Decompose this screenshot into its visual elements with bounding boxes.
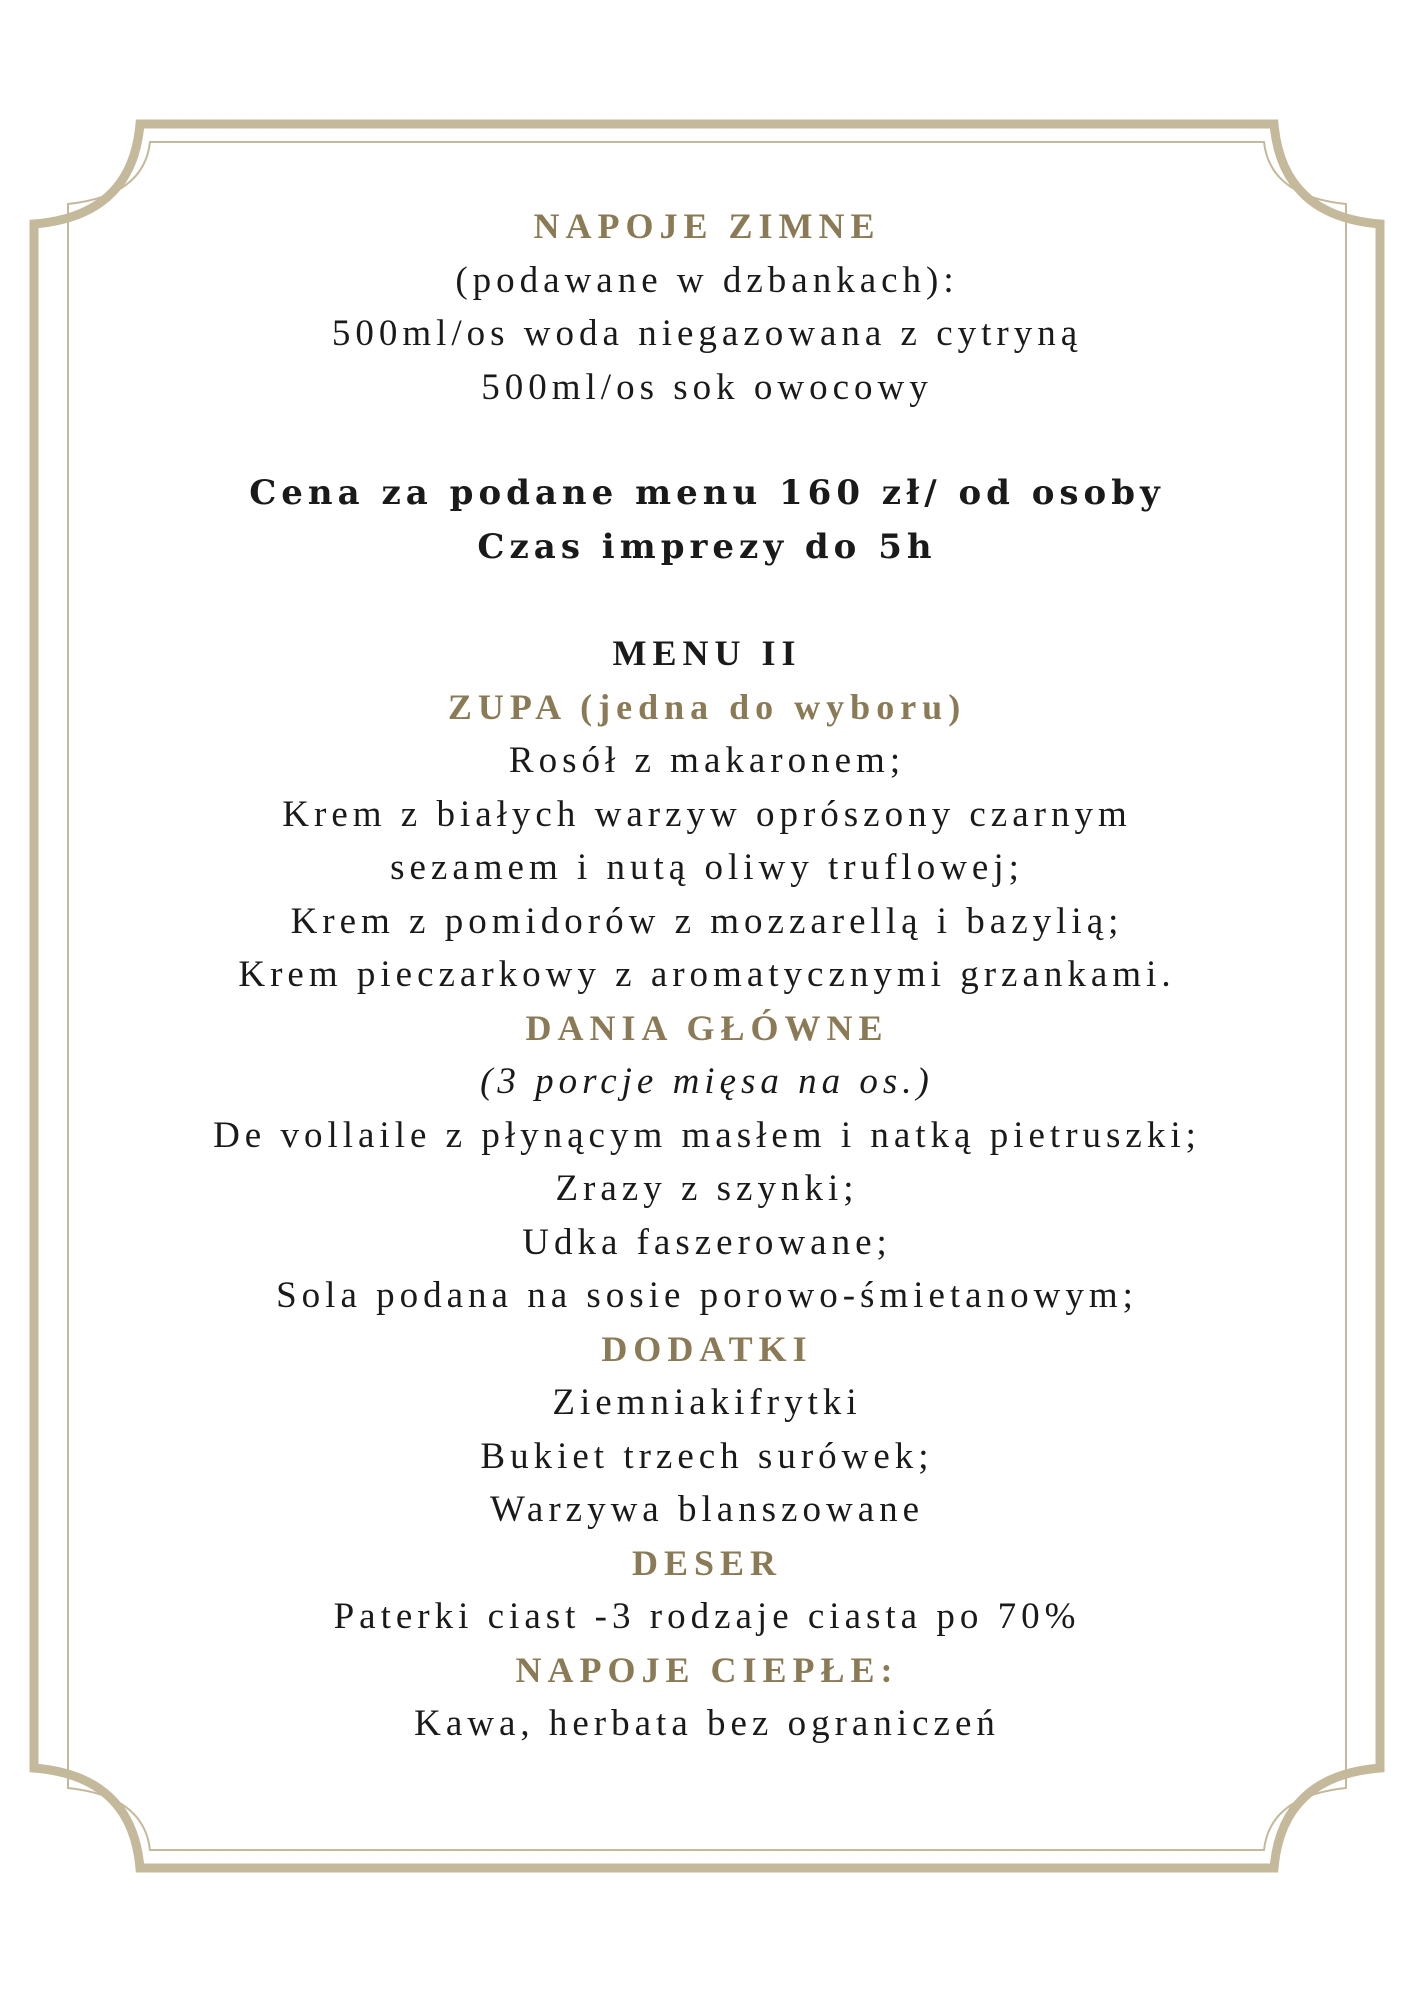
price-line: Cena za podane menu 160 zł/ od osoby — [249, 473, 1165, 513]
deser-heading: DESER — [631, 1542, 783, 1583]
dania-glowne-line: Sola podana na sosie porowo-śmietanowym; — [276, 1275, 1138, 1316]
dodatki-line: Bukiet trzech surówek; — [480, 1435, 934, 1477]
spacer — [120, 574, 1294, 627]
dania-glowne-heading: DANIA GŁÓWNE — [525, 1007, 889, 1048]
menu-title: MENU II — [612, 633, 802, 673]
spacer — [120, 414, 1294, 467]
napoje-cieple-heading: NAPOJE CIEPŁE: — [515, 1649, 899, 1690]
dania-glowne-line: Zrazy z szynki; — [555, 1168, 859, 1209]
napoje-zimne-line: (podawane w dzbankach): — [455, 259, 959, 301]
zupa-line: sezamem i nutą oliwy truflowej; — [390, 847, 1024, 888]
zupa-line: Krem pieczarkowy z aromatycznymi grzankami. — [238, 954, 1176, 995]
napoje-zimne-line: 500ml/os sok owocowy — [481, 366, 933, 408]
zupa-line: Krem z pomidorów z mozzarellą i bazylią; — [290, 900, 1124, 942]
deser-line: Paterki ciast -3 rodzaje ciasta po 70% — [333, 1596, 1081, 1637]
dodatki-heading: DODATKI — [601, 1328, 813, 1369]
napoje-cieple-line: Kawa, herbata bez ograniczeń — [414, 1703, 1000, 1744]
dodatki-line: Warzywa blanszowane — [489, 1489, 925, 1530]
menu-content — [120, 200, 1294, 1751]
dania-glowne-line: Udka faszerowane; — [522, 1221, 892, 1263]
zupa-line: Krem z białych warzyw oprószony czarnym — [282, 793, 1132, 835]
duration-line: Czas imprezy do 5h — [477, 526, 937, 567]
dodatki-line: Ziemniakifrytki — [552, 1382, 862, 1423]
zupa-line: Rosół z makaronem; — [508, 740, 906, 781]
dania-glowne-subheading: (3 porcje mięsa na os.) — [480, 1061, 934, 1102]
napoje-zimne-heading: NAPOJE ZIMNE — [533, 206, 881, 246]
dania-glowne-line: De vollaile z płynącym masłem i natką pietruszki; — [213, 1114, 1201, 1156]
napoje-zimne-line: 500ml/os woda niegazowana z cytryną — [331, 313, 1083, 354]
zupa-heading: ZUPA (jedna do wyboru) — [447, 686, 967, 727]
